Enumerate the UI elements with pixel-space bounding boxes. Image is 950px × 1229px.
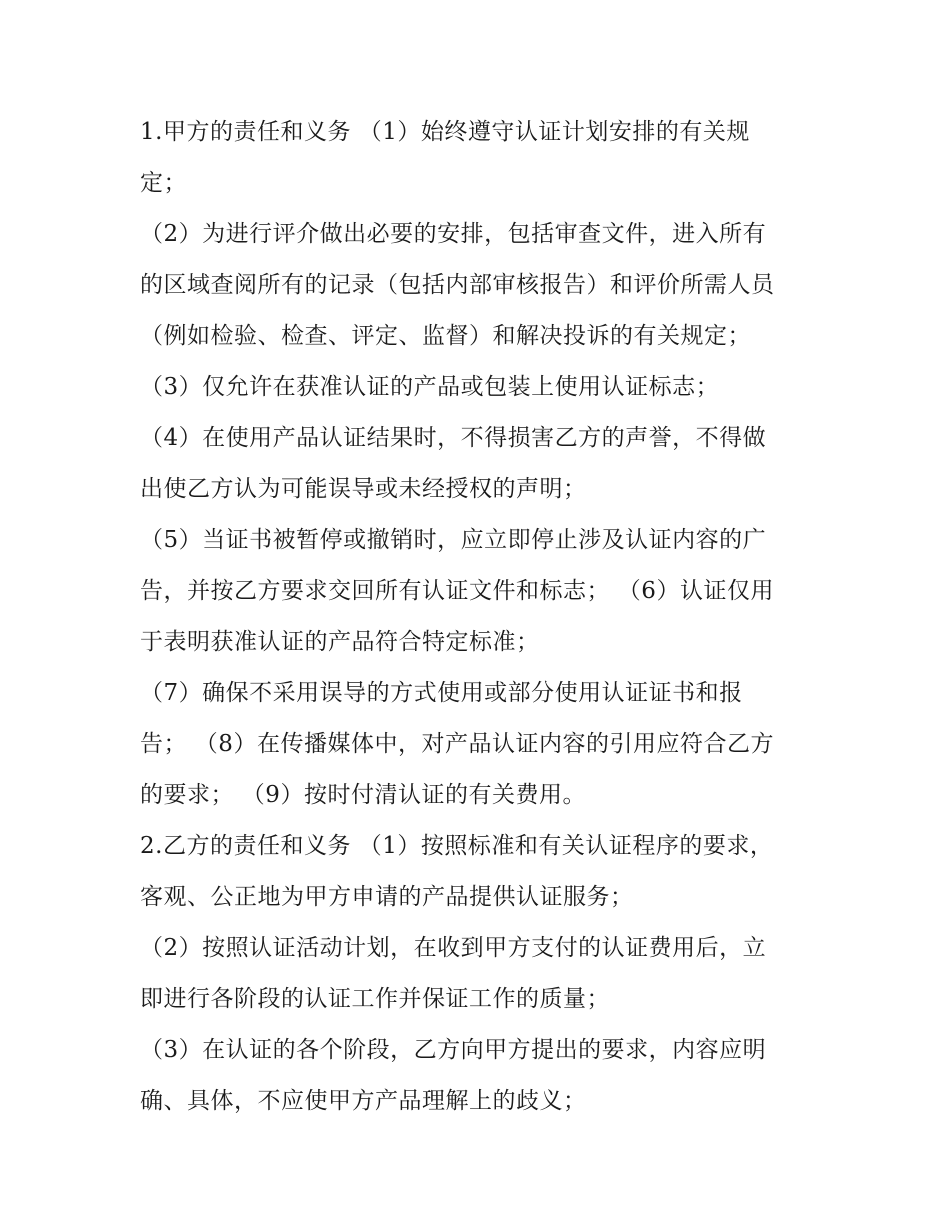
text-line: 告； （8）在传播媒体中，对产品认证内容的引用应符合乙方 <box>140 731 774 757</box>
text-line: （3）仅允许在获准认证的产品或包装上使用认证标志； <box>140 374 720 400</box>
document-body <box>140 107 840 1127</box>
text-line: （2）按照认证活动计划，在收到甲方支付的认证费用后，立 <box>140 935 767 961</box>
text-line: 的区域查阅所有的记录（包括内部审核报告）和评价所需人员 <box>140 272 775 298</box>
text-line: （例如检验、检查、评定、监督）和解决投诉的有关规定； <box>140 323 751 349</box>
text-line: （4）在使用产品认证结果时，不得损害乙方的声誉，不得做 <box>140 425 767 451</box>
text-line: 于表明获准认证的产品符合特定标准； <box>140 629 540 655</box>
text-line: （5）当证书被暂停或撤销时，应立即停止涉及认证内容的广 <box>140 527 767 553</box>
text-line: 定； <box>140 170 187 196</box>
text-line: （3）在认证的各个阶段，乙方向甲方提出的要求，内容应明 <box>140 1037 767 1063</box>
text-line: 即进行各阶段的认证工作并保证工作的质量； <box>140 986 610 1012</box>
text-line: （7）确保不采用误导的方式使用或部分使用认证证书和报 <box>140 680 743 706</box>
text-line: 告，并按乙方要求交回所有认证文件和标志； （6）认证仅用 <box>140 578 774 604</box>
text-line: （2）为进行评介做出必要的安排，包括审查文件，进入所有 <box>140 221 767 247</box>
text-line: 客观、公正地为甲方申请的产品提供认证服务； <box>140 884 634 910</box>
text-line: 出使乙方认为可能误导或未经授权的声明； <box>140 476 587 502</box>
text-line: 1.甲方的责任和义务 （1）始终遵守认证计划安排的有关规 <box>140 119 750 145</box>
text-line: 2.乙方的责任和义务 （1）按照标准和有关认证程序的要求， <box>140 833 774 859</box>
text-line: 的要求； （9）按时付清认证的有关费用。 <box>140 782 586 808</box>
text-line: 确、具体，不应使甲方产品理解上的歧义； <box>140 1088 587 1114</box>
